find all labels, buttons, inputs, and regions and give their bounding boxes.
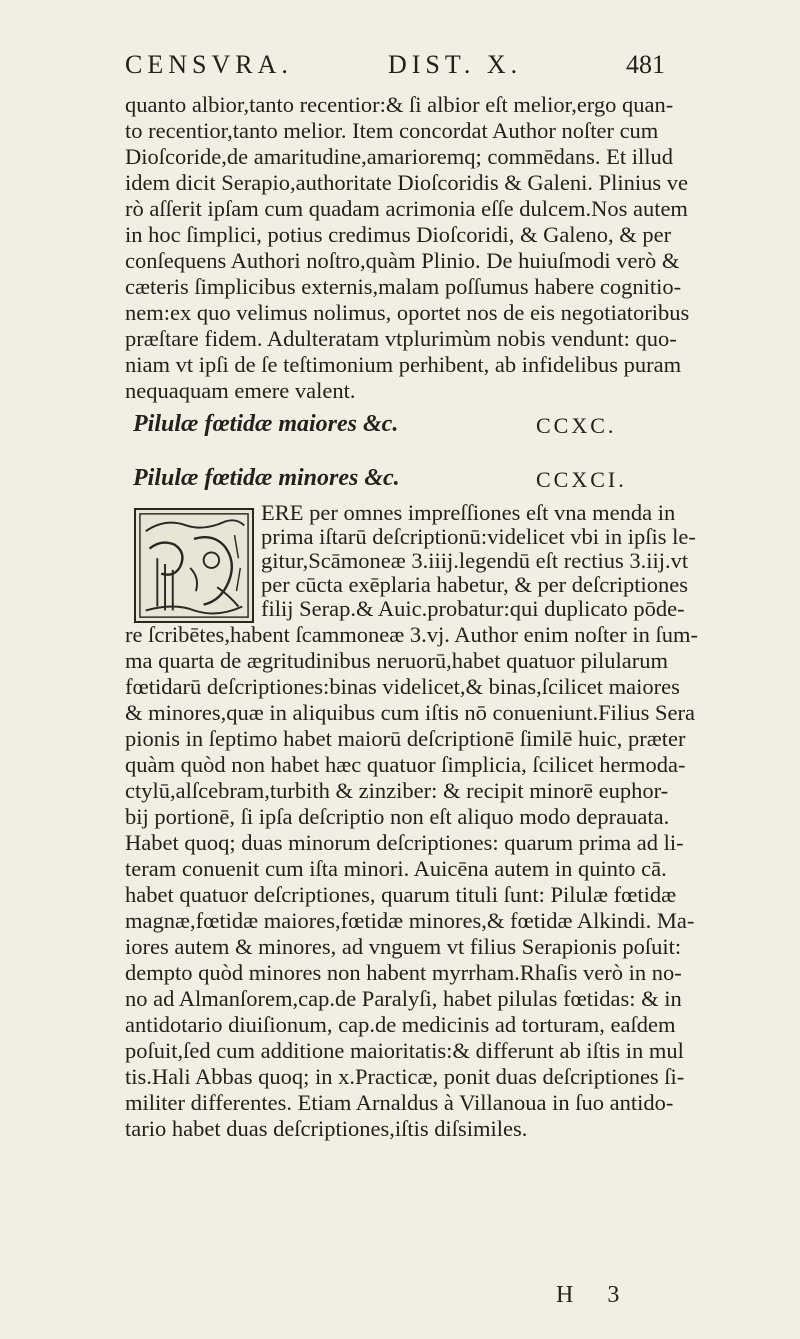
text-line: nem:ex quo velimus nolimus, oportet nos de eis negotiatoribus — [125, 300, 690, 325]
text-line: dempto quòd minores non habent myrrham.Rhaſis verò in no- — [125, 960, 682, 985]
text-line: in hoc ſimplici, potius credimus Dioſcoridi, & Galeno, & per — [125, 222, 672, 247]
text-line: magnæ,fœtidæ maiores,fœtidæ minores,& fœtidæ Alkindi. Ma- — [125, 908, 695, 933]
text-line: fœtidarū deſcriptiones:binas videlicet,& binas,ſcilicet maiores — [125, 674, 680, 699]
text-line: ERE per omnes impreſſiones eſt vna menda in — [261, 500, 676, 525]
text-line: pionis in ſeptimo habet maiorū deſcriptionē ſimilē huic, præter — [125, 726, 686, 751]
text-line: conſequens Authori noſtro,quàm Plinio. De huiuſmodi verò & — [125, 248, 680, 273]
text-line: antidotario diuiſionum, cap.de medicinis ad torturam, eaſdem — [125, 1012, 676, 1037]
recipe-title: Pilulæ fœtidæ minores &c. — [133, 465, 400, 491]
text-line: niam vt ipſi de ſe teſtimonium perhibent, ab infidelibus puram — [125, 352, 682, 377]
text-line: to recentior,tanto melior. Item concordat Author noſter cum — [125, 118, 659, 143]
text-line: quanto albior,tanto recentior:& ſi albior eſt melior,ergo quan- — [125, 92, 674, 117]
header-section: DIST. X. — [388, 50, 523, 79]
text-line: cæteris ſimplicibus externis,malam poſſumus habere cognitio- — [125, 274, 682, 299]
text-line: poſuit,ſed cum additione maioritatis:& differunt ab iſtis in mul — [125, 1038, 684, 1063]
recipe-number: CCXCI. — [536, 467, 627, 492]
page-number: 481 — [626, 50, 665, 79]
text-line: quàm quòd non habet hæc quatuor ſimplicia, ſcilicet hermoda- — [125, 752, 686, 777]
text-line: Habet quoq; duas minorum deſcriptiones: quarum prima ad li- — [125, 830, 684, 855]
text-line: prima iſtarū deſcriptionū:videlicet vbi in ipſis le- — [261, 524, 696, 549]
decorated-initial-woodcut — [134, 508, 254, 623]
text-line: re ſcribētes,habent ſcammoneæ 3.vj. Author enim noſter in ſum- — [125, 622, 698, 647]
text-line: bij portionē, ſi ipſa deſcriptio non eſt aliquo modo deprauata. — [125, 804, 670, 829]
text-line: Dioſcoride,de amaritudine,amarioremq; commēdans. Et illud — [125, 144, 673, 169]
text-line: ctylū,alſcebram,turbith & zinziber: & recipit minorē euphor- — [125, 778, 669, 803]
text-line: tario habet duas deſcriptiones,iſtis diſsimiles. — [125, 1116, 528, 1141]
text-line: iores autem & minores, ad vnguem vt filius Serapionis poſuit: — [125, 934, 682, 959]
text-line: no ad Almanſorem,cap.de Paralyſi, habet pilulas fœtidas: & in — [125, 986, 682, 1011]
text-line: habet quatuor deſcriptiones, quarum tituli ſunt: Pilulæ fœtidæ — [125, 882, 677, 907]
text-line: nequaquam emere valent. — [125, 378, 356, 403]
running-header — [0, 50, 800, 94]
recipe-title: Pilulæ fœtidæ maiores &c. — [133, 411, 399, 437]
text-line: idem dicit Serapio,authoritate Dioſcoridis & Galeni. Plinius ve — [125, 170, 689, 195]
text-line: filij Serap.& Auic.probatur:qui duplicato pōde- — [261, 596, 685, 621]
text-line: teram conuenit cum iſta minori. Auicēna autem in quinto cā. — [125, 856, 667, 881]
text-line: gitur,Scāmoneæ 3.iiij.legendū eſt rectius 3.iij.vt — [261, 548, 689, 573]
recipe-number: CCXC. — [536, 413, 617, 438]
text-line: præſtare fidem. Adulteratam vtplurimùm nobis vendunt: quo- — [125, 326, 677, 351]
woodcut-ornament-icon — [136, 510, 252, 621]
text-line: militer differentes. Etiam Arnaldus à Villanoua in ſuo antido- — [125, 1090, 674, 1115]
signature-mark: H 3 — [556, 1282, 634, 1308]
text-line: & minores,quæ in aliquibus cum iſtis nō conueniunt.Filius Sera — [125, 700, 695, 725]
text-line: per cūcta exēplaria habetur, & per deſcriptiones — [261, 572, 689, 597]
text-line: tis.Hali Abbas quoq; in x.Practicæ, ponit duas deſcriptiones ſi- — [125, 1064, 685, 1089]
text-line: ma quarta de ægritudinibus neruorū,habet quatuor pilularum — [125, 648, 668, 673]
text-line: rò aſſerit ipſam cum quadam acrimonia eſſe dulcem.Nos autem — [125, 196, 688, 221]
header-title: CENSVRA. — [125, 50, 293, 79]
